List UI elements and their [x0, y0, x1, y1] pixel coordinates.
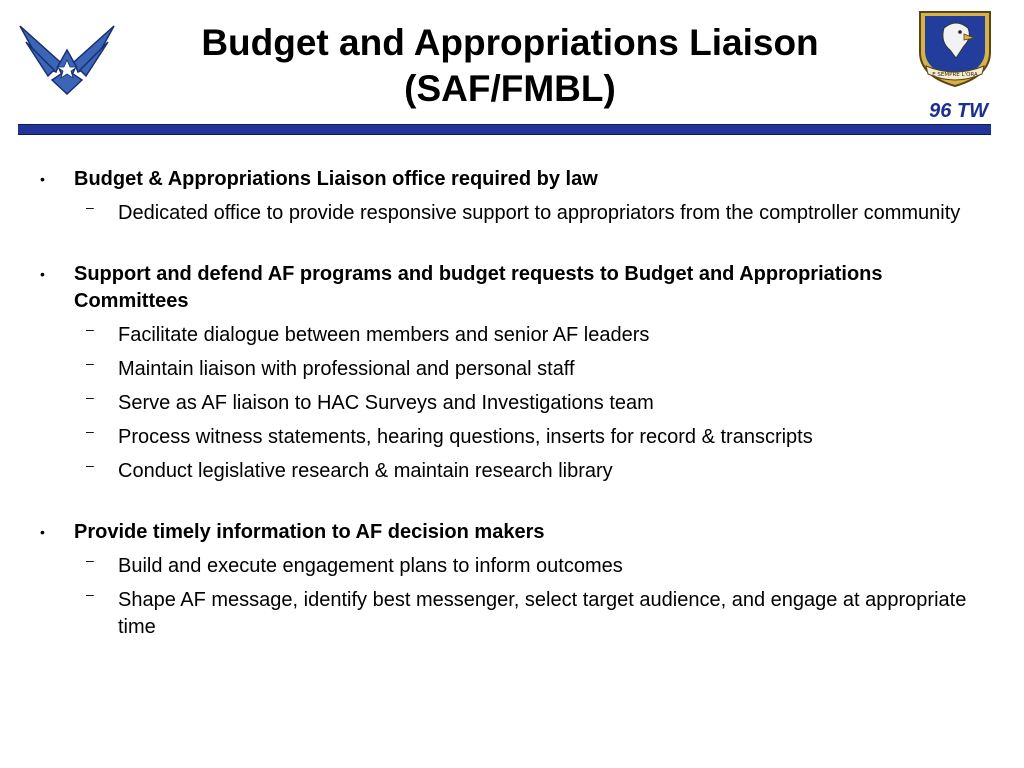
bullet-text: Budget & Appropriations Liaison office required by law	[74, 168, 598, 190]
sub-list	[0, 200, 1024, 227]
bullet-item	[0, 261, 1024, 315]
sub-item-text: Conduct legislative research & maintain research library	[118, 460, 613, 482]
dash-icon: –	[86, 321, 94, 337]
section-3	[0, 519, 1024, 641]
sub-item	[0, 200, 1024, 227]
bullet-item	[0, 519, 1024, 546]
title-line-1: Budget and Appropriations Liaison	[201, 22, 819, 63]
dash-icon: –	[86, 199, 94, 215]
sub-item-text: Build and execute engagement plans to inform outcomes	[118, 555, 623, 577]
wing-crest-icon	[916, 6, 994, 90]
sub-item-text: Maintain liaison with professional and personal staff	[118, 358, 575, 380]
crest-motto: E SEMPRE L'ORA	[932, 72, 978, 78]
sub-item	[0, 553, 1024, 580]
dash-icon: –	[86, 423, 94, 439]
bullet-text: Support and defend AF programs and budget requests to Budget and Appropriations Committees	[74, 263, 883, 312]
unit-label: 96 TW	[929, 100, 988, 122]
sub-item-text: Dedicated office to provide responsive support to appropriators from the comptroller community	[118, 202, 961, 224]
dash-icon: –	[86, 457, 94, 473]
dash-icon: –	[86, 586, 94, 602]
bullet-text: Provide timely information to AF decision makers	[74, 521, 545, 543]
bullet-icon: •	[40, 266, 45, 282]
bullet-icon: •	[40, 171, 45, 187]
slide-content	[0, 166, 1024, 648]
sub-item	[0, 322, 1024, 349]
bullet-item	[0, 166, 1024, 193]
sub-list	[0, 322, 1024, 485]
sub-item	[0, 356, 1024, 383]
header-divider	[18, 124, 991, 135]
slide-title	[150, 20, 870, 112]
sub-item-text: Serve as AF liaison to HAC Surveys and Investigations team	[118, 392, 654, 414]
sub-item	[0, 458, 1024, 485]
air-force-symbol-icon	[12, 10, 122, 100]
sub-list	[0, 553, 1024, 641]
section-2	[0, 261, 1024, 485]
sub-item-text: Process witness statements, hearing questions, inserts for record & transcripts	[118, 426, 813, 448]
sub-item-text: Shape AF message, identify best messenger, select target audience, and engage at appropriate time	[118, 589, 967, 638]
sub-item-text: Facilitate dialogue between members and senior AF leaders	[118, 324, 650, 346]
section-1	[0, 166, 1024, 227]
sub-item	[0, 424, 1024, 451]
dash-icon: –	[86, 552, 94, 568]
title-line-2: (SAF/FMBL)	[404, 68, 616, 109]
sub-item	[0, 587, 1024, 641]
sub-item	[0, 390, 1024, 417]
bullet-icon: •	[40, 524, 45, 540]
dash-icon: –	[86, 389, 94, 405]
dash-icon: –	[86, 355, 94, 371]
